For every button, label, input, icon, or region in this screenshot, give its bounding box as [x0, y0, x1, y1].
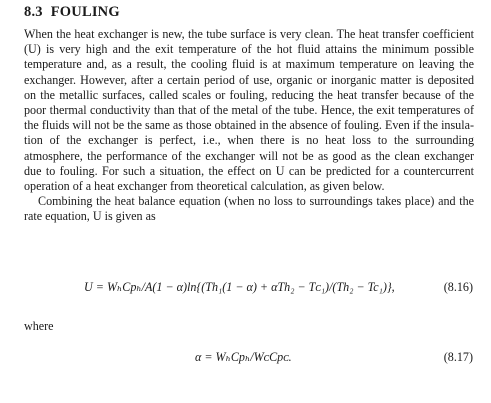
equation-8-17: α = WₕCpₕ/WᴄCpᴄ.: [195, 350, 292, 364]
equation-number-8-16: (8.16): [443, 280, 473, 294]
section-title: FOULING: [50, 4, 120, 20]
paragraph-combining: Combining the heat balance equation (when no loss to surroundings takes place) and the rate equation, U is given as: [24, 194, 474, 224]
section-heading: [24, 4, 120, 21]
section-number: 8.3: [24, 4, 43, 20]
equation-8-16: U = WₕCpₕ/A(1 − α)ln{(Th₁(1 − α) + αTh₂ − Tᴄ₁)/(Th₂ − Tc₁)},: [84, 280, 395, 294]
paragraph-fouling-intro: When the heat exchanger is new, the tube surface is very clean. The heat transfer coefficient (U) is very high and the exit temperature of the hot fluid attains the minimum possible temperature and, as a result, the cooling fluid is at maximum temperature on leaving the exchanger. However, after a certain period of use, organic or inorganic matter is deposited on the metallic surfaces, called scales or fouling, reducing the heat transfer because of the poor thermal conductivity than that of the metal of the tube. Hence, the exit temperatures of the fluids will not be the same as those obtained in the absence of fouling. Even if the insulation of the exchanger is perfect, i.e., when there is no heat loss to the surrounding atmosphere, the performance of the exchanger will not be as good as the clean exchanger due to fouling. For such a situation, the effect on U can be predicted for a countercurrent operation of a heat exchanger from theoretical calculation, as given below.: [24, 27, 474, 194]
equation-number-8-17: (8.17): [443, 350, 473, 364]
where-label: where: [24, 319, 54, 333]
body-text: [24, 27, 474, 225]
